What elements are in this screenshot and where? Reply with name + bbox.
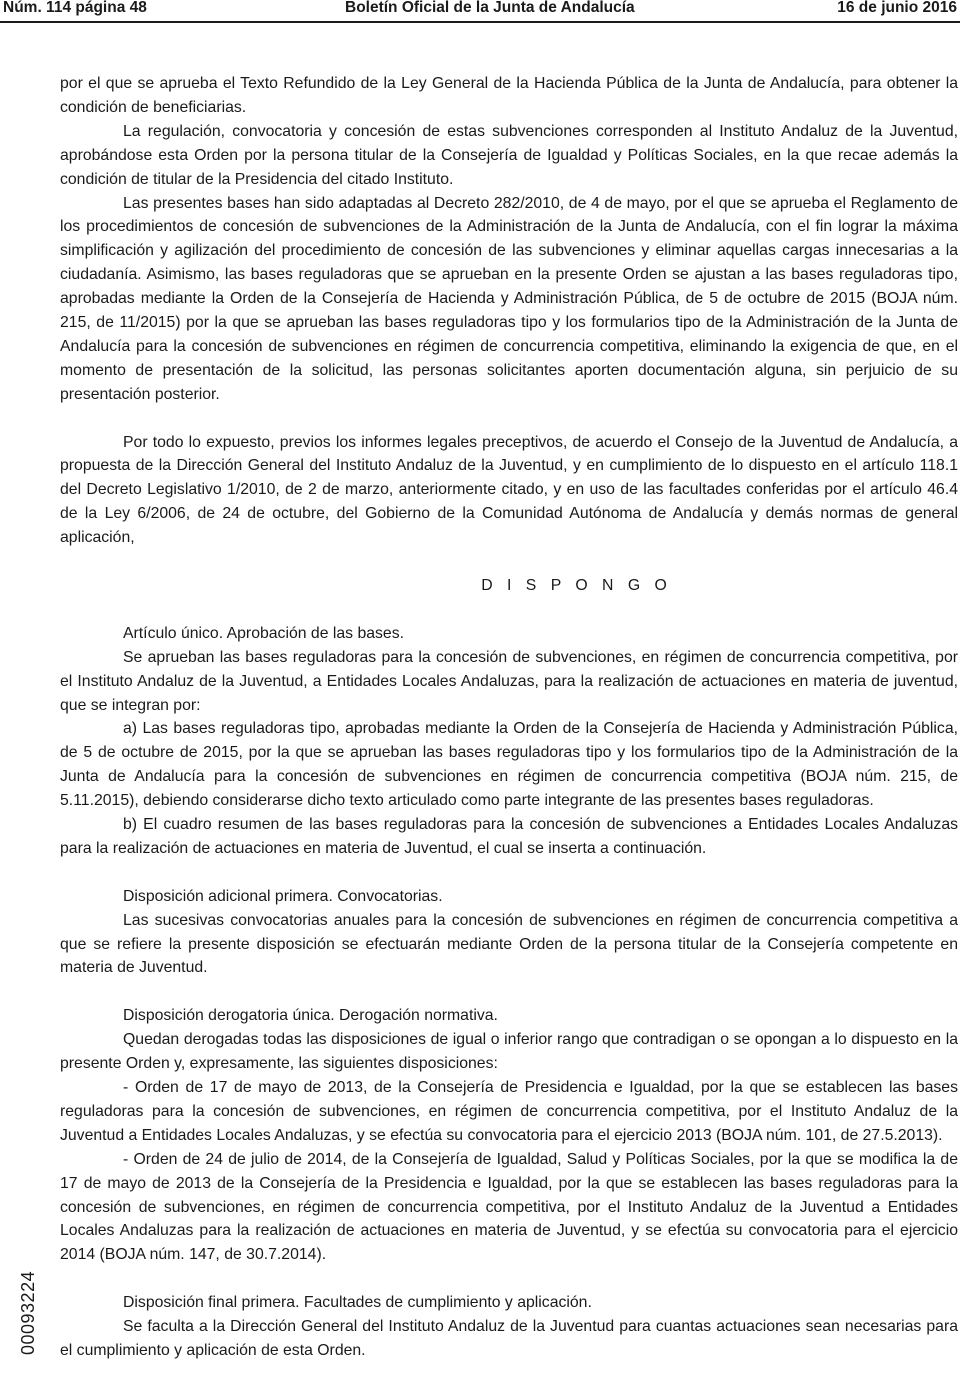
- additional-provision-title: Disposición adicional primera. Convocatorias.: [123, 887, 443, 905]
- issue-date: 16 de junio 2016: [837, 0, 957, 16]
- page-number: Núm. 114 página 48: [3, 0, 147, 16]
- article-title: Artículo único. Aprobación de las bases.: [123, 624, 405, 642]
- article-paragraph: Se aprueban las bases reguladoras para la concesión de subvenciones, en régimen de concurrencia competitiva, por el Instituto Andaluz de la Juventud, a Entidades Locales Andaluzas, para la realización de actuaciones en materia de juventud, que se integran por:: [60, 648, 958, 714]
- document-code: 00093224: [18, 1270, 38, 1355]
- article-item-a: a) Las bases reguladoras tipo, aprobadas mediante la Orden de la Consejería de Hacienda y Administración Pública, de 5 de octubre de 2015, por la que se aprueban las bases reguladoras tipo y los formularios tipo de la Administración de la Junta de Andalucía para la concesión de subvenciones en régimen de concurrencia competitiva (BOJA núm. 215, de 5.11.2015), debiendo considerarse dicho texto articulado como parte integrante de las presentes bases reguladoras.: [60, 720, 958, 810]
- final-provision-text: Se faculta a la Dirección General del Instituto Andaluz de la Juventud para cuantas actuaciones sean necesarias para el cumplimiento y aplicación de esta Orden.: [60, 1318, 958, 1359]
- repeal-provision-title: Disposición derogatoria única. Derogación normativa.: [123, 1007, 498, 1025]
- page-header: [0, 0, 960, 22]
- repeal-provision-text: Quedan derogadas todas las disposiciones de igual o inferior rango que contradigan o se opongan a lo dispuesto en la presente Orden y, expresamente, las siguientes disposiciones:: [60, 1031, 958, 1073]
- dispongo-heading: D I S P O N G O: [481, 577, 672, 594]
- paragraph-preamble-close: Por todo lo expuesto, previos los informes legales preceptivos, de acuerdo el Consejo de la Juventud de Andalucía, a propuesta de la Dirección General del Instituto Andaluz de la Juventud, y en cumplimiento de lo dispuesto en el artículo 118.1 del Decreto Legislativo 1/2010, de 2 de marzo, anteriormente citado, y en uso de las facultades conferidas por el artículo 46.4 de la Ley 6/2006, de 24 de octubre, del Gobierno de la Comunidad Autónoma de Andalucía y demás normas de general aplicación,: [60, 433, 958, 547]
- repeal-item-1: - Orden de 17 de mayo de 2013, de la Consejería de Presidencia e Igualdad, por la que se establecen las bases reguladoras para la concesión de subvenciones, en régimen de concurrencia competitiva, por el Instituto Andaluz de la Juventud a Entidades Locales Andaluzas, y se efectúa su convocatoria para el ejercicio 2013 (BOJA núm. 101, de 27.5.2013).: [60, 1078, 958, 1144]
- bulletin-title: Boletín Oficial de la Junta de Andalucía: [345, 0, 635, 16]
- document-body: [60, 72, 958, 1363]
- paragraph-adaptation: Las presentes bases han sido adaptadas al Decreto 282/2010, de 4 de mayo, por el que se aprueba el Reglamento de los procedimientos de concesión de subvenciones de la Administración de la Junta de Andalucía, con el fin lograr la máxima simplificación y agilización del procedimiento de concesión de las subvenciones y eliminar aquellas cargas innecesarias a la ciudadanía. Asimismo, las bases reguladoras que se aprueban en la presente Orden se ajustan a las bases reguladoras tipo, aprobadas mediante la Orden de la Consejería de Hacienda y Administración Pública, de 5 de octubre de 2015 (BOJA núm. 215, de 11/2015) por la que se aprueban las bases reguladoras tipo y los formularios tipo de la Administración de la Junta de Andalucía para la concesión de subvenciones en régimen de concurrencia competitiva, eliminando la exigencia de que, en el momento de presentación de la solicitud, las personas solicitantes aporten documentación alguna, sin perjuicio de su presentación posterior.: [60, 194, 958, 403]
- paragraph-intro: por el que se aprueba el Texto Refundido de la Ley General de la Hacienda Pública de la Junta de Andalucía, para obtener la condición de beneficiarias.: [60, 75, 958, 116]
- repeal-item-2: - Orden de 24 de julio de 2014, de la Consejería de Igualdad, Salud y Políticas Sociales, por la que se modifica la de 17 de mayo de 2013 de la Consejería de la Presidencia e Igualdad, por la que se establecen las bases reguladoras para la concesión de subvenciones, en régimen de concurrencia competitiva, por el Instituto Andaluz de la Juventud a Entidades Locales Andaluzas para la realización de actuaciones en materia de Juventud, y se efectúa su convocatoria para el ejercicio 2014 (BOJA núm. 147, de 30.7.2014).: [60, 1150, 958, 1264]
- paragraph-regulation: La regulación, convocatoria y concesión de estas subvenciones corresponden al Instituto Andaluz de la Juventud, aprobándose esta Orden por la persona titular de la Consejería de Igualdad y Políticas Sociales, en la que recae además la condición de titular de la Presidencia del citado Instituto.: [60, 122, 958, 188]
- final-provision-title: Disposición final primera. Facultades de cumplimiento y aplicación.: [123, 1294, 592, 1312]
- additional-provision-text: Las sucesivas convocatorias anuales para la concesión de subvenciones en régimen de concurrencia competitiva a que se refiere la presente disposición se efectuarán mediante Orden de la persona titular de la Consejería competente en materia de Juventud.: [60, 911, 958, 977]
- header-rule: [0, 21, 960, 23]
- article-item-b: b) El cuadro resumen de las bases reguladoras para la concesión de subvenciones a Entidades Locales Andaluzas para la realización de actuaciones en materia de Juventud, el cual se inserta a continuación.: [60, 816, 958, 857]
